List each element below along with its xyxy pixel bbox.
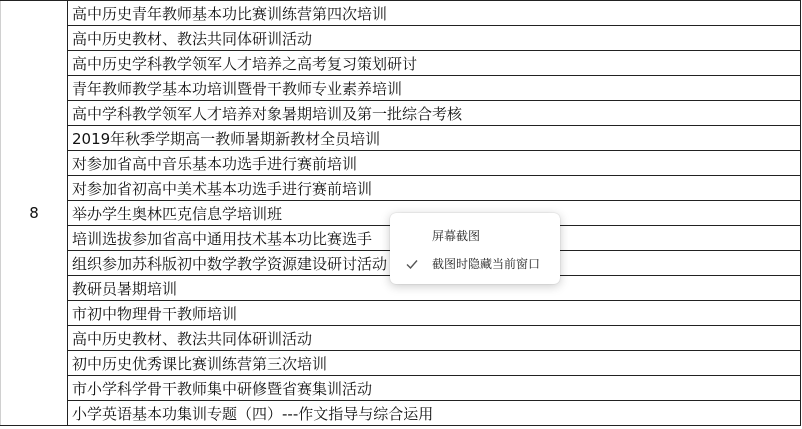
training-name-cell[interactable]: 青年教师教学基本功培训暨骨干教师专业素养培训 [68,76,801,101]
training-name-cell[interactable]: 高中历史青年教师基本功比赛训练营第四次培训 [68,1,801,26]
training-name-cell[interactable]: 初中历史优秀课比赛训练营第三次培训 [68,351,801,376]
training-name-cell[interactable]: 高中历史教材、教法共同体研训活动 [68,26,801,51]
table-row [1,401,801,426]
context-menu [390,213,560,284]
training-name-cell[interactable]: 组织参加苏科版初中数学教学资源建设研讨活动 [68,251,801,276]
table-row [1,1,801,26]
training-name-cell[interactable]: 小学英语基本功集训专题（四）---作文指导与综合运用 [68,401,801,426]
table-row [1,326,801,351]
training-name-cell[interactable]: 对参加省高中音乐基本功选手进行赛前培训 [68,151,801,176]
table-row [1,176,801,201]
training-name-cell[interactable]: 培训选拔参加省高中通用技术基本功比赛选手 [68,226,801,251]
table-row [1,76,801,101]
training-name-cell[interactable]: 高中历史学科教学领军人才培养之高考复习策划研讨 [68,51,801,76]
table-row [1,151,801,176]
table-row [1,101,801,126]
group-number-cell[interactable]: 8 [1,1,68,426]
training-name-cell[interactable]: 高中学科教学领军人才培养对象暑期培训及第一批综合考核 [68,101,801,126]
table-row [1,376,801,401]
check-icon [405,257,419,271]
table-row [1,301,801,326]
menu-item-label: 截图时隐藏当前窗口 [432,257,541,271]
table-row [1,51,801,76]
training-name-cell[interactable]: 对参加省初高中美术基本功选手进行赛前培训 [68,176,801,201]
table-row [1,126,801,151]
menu-item-hide-window[interactable] [390,252,560,276]
training-name-cell[interactable]: 高中历史教材、教法共同体研训活动 [68,326,801,351]
training-name-cell[interactable]: 市初中物理骨干教师培训 [68,301,801,326]
table-row [1,26,801,51]
menu-item-screenshot[interactable] [390,224,560,248]
table-row [1,351,801,376]
training-name-cell[interactable]: 2019年秋季学期高一教师暑期新教材全员培训 [68,126,801,151]
menu-item-label: 屏幕截图 [432,229,481,243]
training-name-cell[interactable]: 教研员暑期培训 [68,276,801,301]
training-name-cell[interactable]: 市小学科学骨干教师集中研修暨省赛集训活动 [68,376,801,401]
training-name-cell[interactable]: 举办学生奥林匹克信息学培训班 [68,201,801,226]
